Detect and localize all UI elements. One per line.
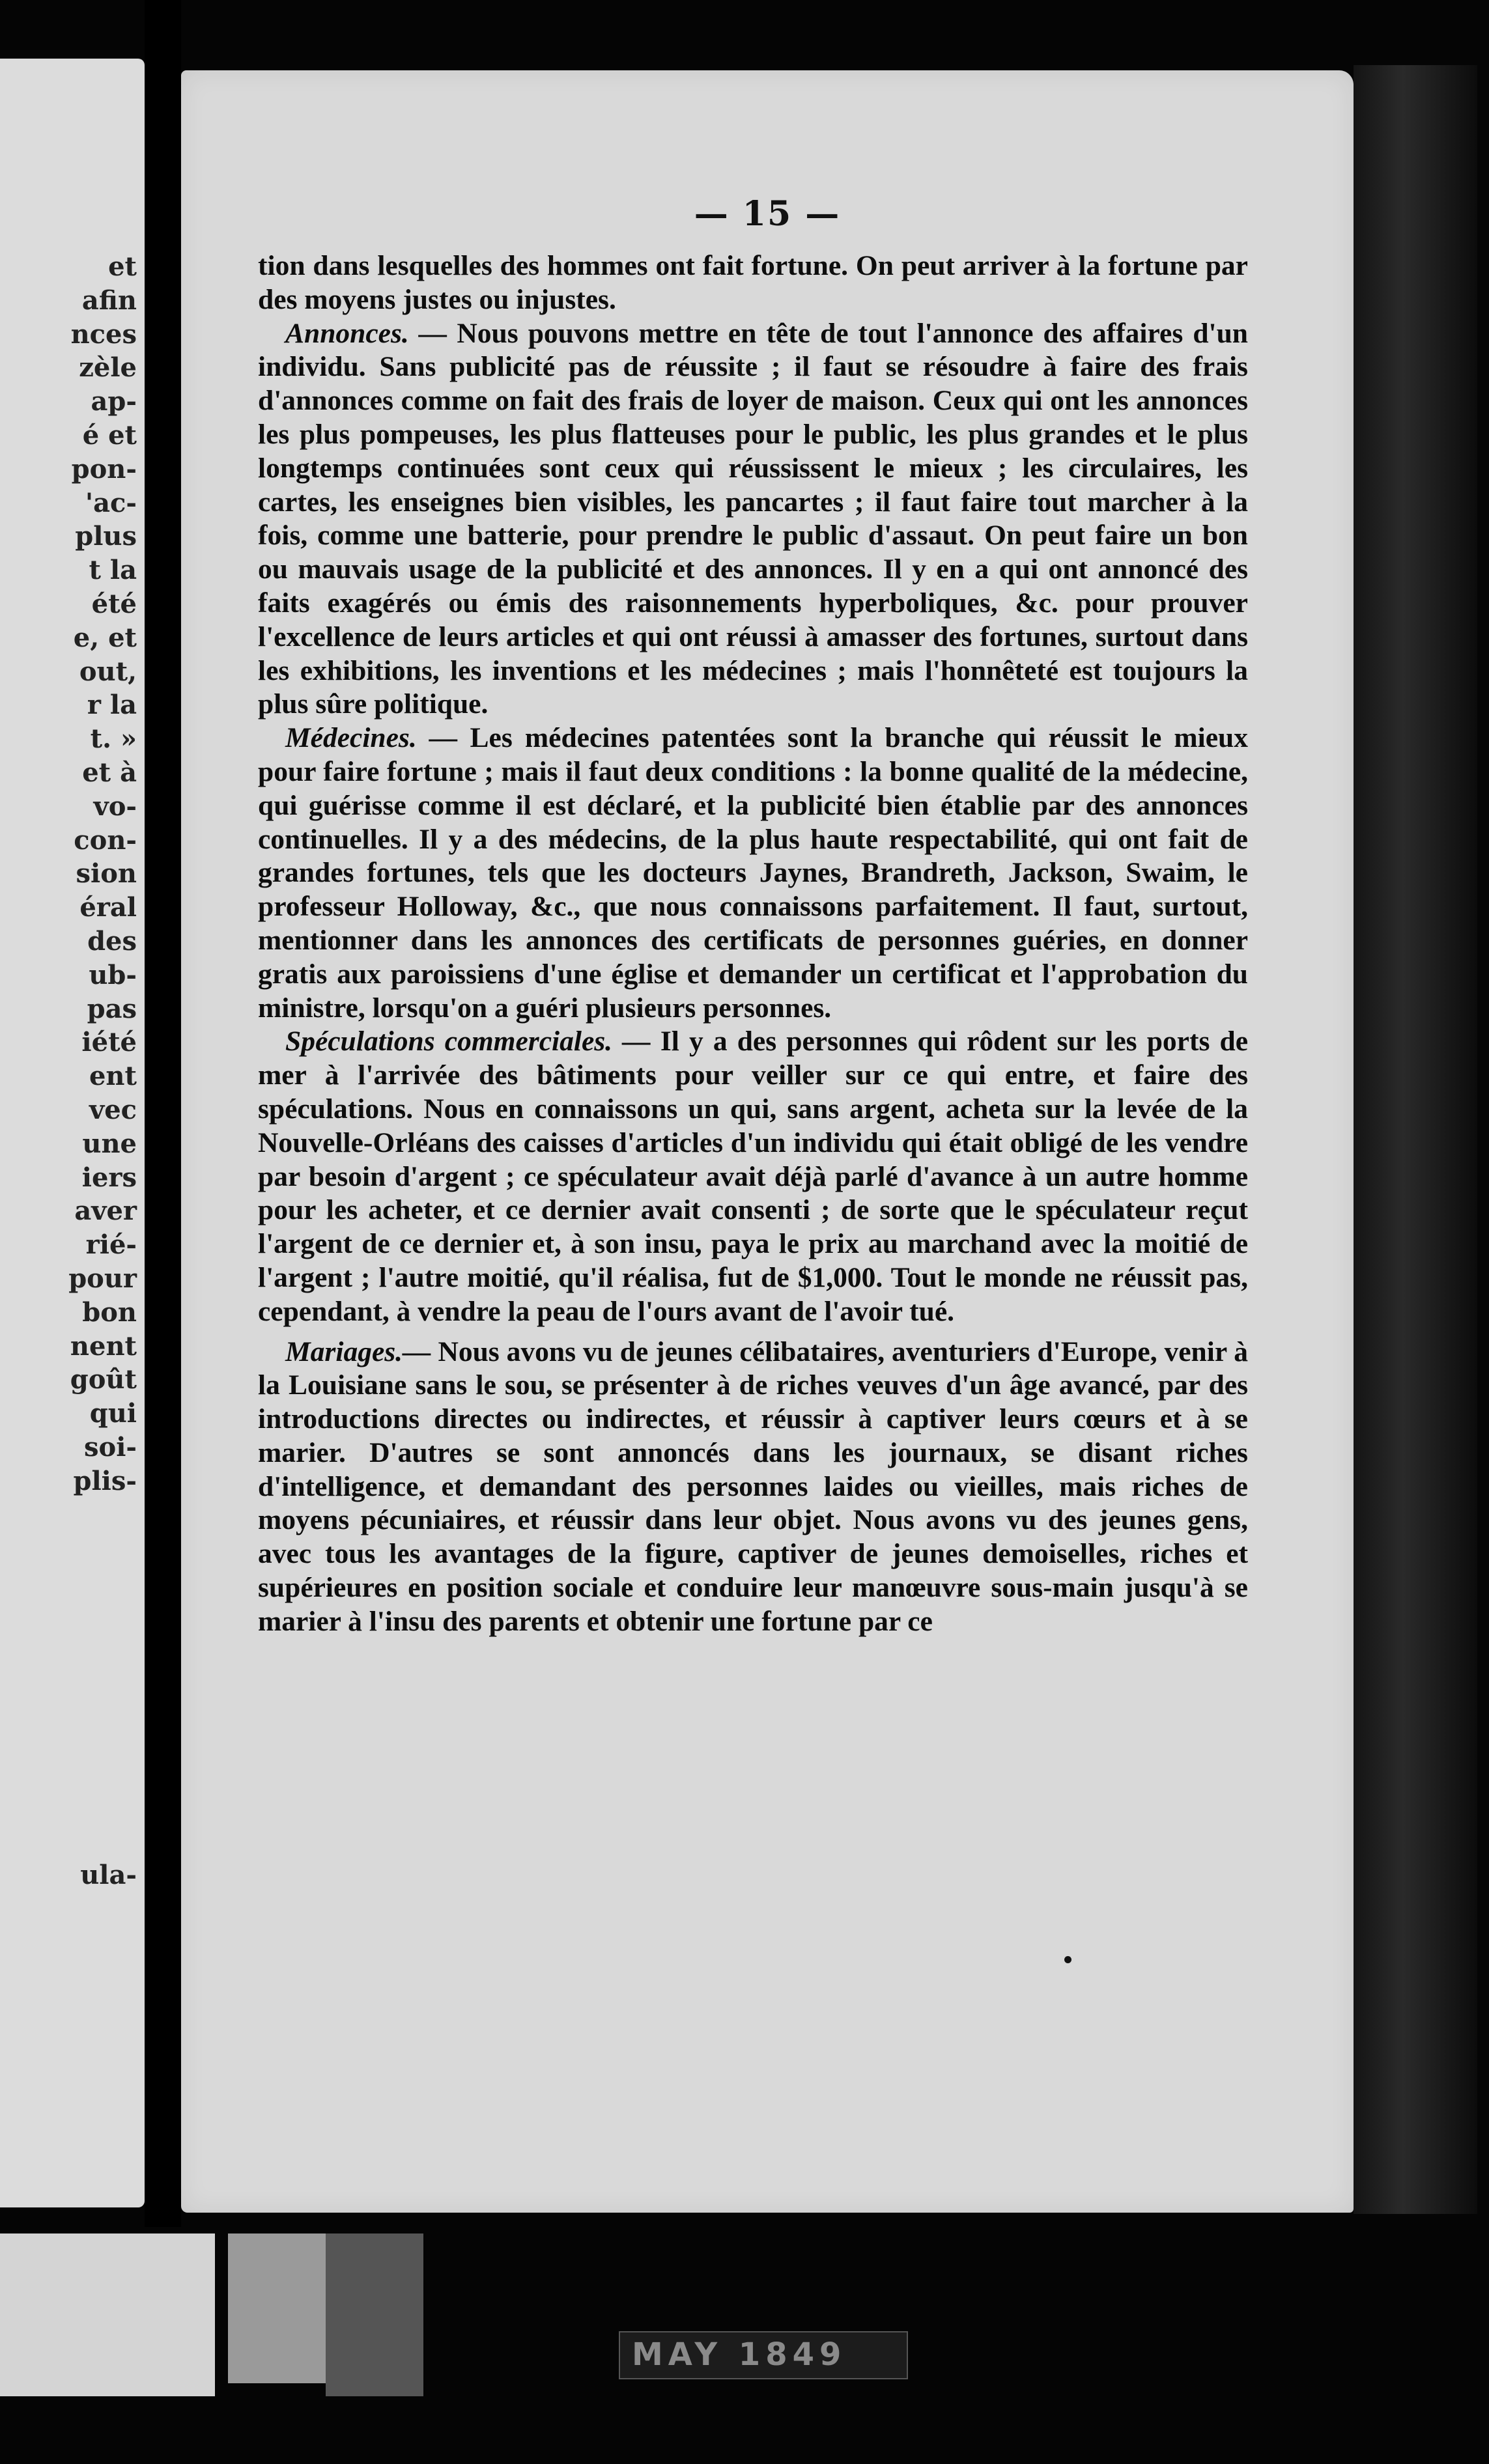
left-page-text-fragment: et à — [82, 757, 137, 788]
book-gutter — [145, 0, 181, 2464]
paragraph-text: tion dans lesquelles des hommes ont fait fortune. On peut arriver à la fortune par des moyens justes ou injustes. — [258, 250, 1248, 315]
paragraph-heading: Spéculations commerciales. — — [285, 1026, 651, 1057]
paragraph — [258, 1336, 1248, 1639]
paragraph — [258, 317, 1248, 722]
left-page-text-fragment: ent — [89, 1061, 137, 1092]
left-page-text-fragment: une — [82, 1128, 137, 1159]
ink-dot — [1064, 1956, 1071, 1963]
left-page-text-fragment: con- — [74, 824, 137, 856]
page-stack-edge — [1354, 65, 1477, 2214]
left-page-text-fragment: ub- — [89, 959, 137, 990]
left-page-text-fragment: out, — [79, 656, 137, 687]
left-page-text-fragment: ula- — [80, 1860, 137, 1890]
left-page-text-fragment: 'ac- — [85, 487, 137, 518]
left-page-text-fragment: plus — [75, 521, 137, 552]
paragraph-heading: Annonces. — — [285, 317, 447, 349]
left-page-text-fragment: vec — [89, 1095, 137, 1125]
left-page-text-fragment: aver — [74, 1196, 137, 1227]
adjacent-page-fragment — [0, 59, 145, 2207]
left-page-text-fragment: pas — [87, 993, 137, 1024]
paragraph-text: Les médecines patentées sont la branche qui réussit le mieux pour faire fortune ; mais il faut deux conditions : la bonne qualité de la médecine, qui guérisse comme il est déclaré, et la publicité bien établie par des annonces continuelles. Il y a des médecins, de la plus haute respectabilité, qui ont fait de grandes fortunes, tels que les docteurs Jaynes, Brandreth, Jackson, Swaim, le professeur Holloway, &c., que nous connaissons parfaitement. Il faut, surtout, mentionner dans les annonces des certificats de personnes guéries, en donner gratis aux paroissiens d'une église et demander un certificat et l'approbation du ministre, lorsqu'on a guéri plusieurs personnes. — [258, 722, 1248, 1024]
left-page-text-fragment: été — [91, 589, 137, 619]
left-page-text-fragment: afin — [81, 285, 137, 316]
scan-paper-scrap — [326, 2233, 423, 2396]
left-page-text-fragment: iété — [81, 1027, 137, 1058]
paragraph — [258, 721, 1248, 1025]
left-page-text-fragment: qui — [89, 1398, 137, 1429]
left-page-text-fragment: ap- — [91, 386, 137, 417]
left-page-text-fragment: t la — [89, 555, 137, 586]
book-page — [181, 70, 1354, 2213]
left-page-text-fragment: plis- — [73, 1465, 137, 1496]
left-page-text-fragment: goût — [70, 1364, 137, 1395]
paragraph-heading: Mariages.— — [285, 1336, 431, 1367]
left-page-text-fragment: iers — [81, 1162, 137, 1193]
page-body — [258, 249, 1248, 1639]
left-page-text-fragment: é et — [82, 420, 137, 451]
left-page-text-fragment: bon — [82, 1296, 137, 1328]
scan-paper-scrap — [0, 2233, 215, 2396]
left-page-text-fragment: e, et — [73, 622, 137, 653]
left-page-text-fragment: pour — [68, 1263, 137, 1294]
left-page-text-fragment: sion — [76, 858, 137, 889]
left-page-text-fragment: nent — [70, 1330, 137, 1362]
paragraph-text: Nous pouvons mettre en tête de tout l'annonce des affaires d'un individu. Sans publicité pas de réussite ; il faut se résoudre à faire des frais d'annonces comme on fait des frais de loyer de maison. Ceux qui ont les annonces les plus pompeuses, les plus flatteuses pour le public, les plus grandes et le plus longtemps continuées sont ceux qui réussissent le mieux ; les circulaires, les cartes, les enseignes bien visibles, les pancartes ; il faut faire tout marcher à la fois, comme une batterie, pour prendre le public d'assaut. On peut faire un bon ou mauvais usage de la publicité et des annonces. Il y en a qui ont annoncé des faits exagérés ou émis des raisonnements hyperboliques, &c. pour prouver l'excellence de leurs articles et qui ont réussi à amasser des fortunes, surtout dans les exhibitions, les inventions et les médecines ; mais l'honnêteté est toujours la plus sûre politique. — [258, 317, 1248, 720]
paragraph-heading: Médecines. — — [285, 722, 458, 754]
paragraph-text: Il y a des personnes qui rôdent sur les ports de mer à l'arrivée des bâtiments pour veiller sur ce qui entre, et faire des spéculations. Nous en connaissons un qui, sans argent, acheta sur la levée de la Nouvelle-Orléans des caisses d'articles d'un individu qui était obligé de les vendre par besoin d'argent ; ce spéculateur avait déjà parlé d'avance à un autre homme pour les acheter, et ce dernier avait consenti ; de sorte que le spéculateur reçut l'argent de ce dernier et, à son insu, paya le prix au marchand avec la moitié de l'argent ; l'autre moitié, qu'il réalisa, fut de $1,000. Tout le monde ne réussit pas, cependant, à vendre la peau de l'ours avant de l'avoir tué. — [258, 1026, 1249, 1327]
paragraph — [258, 1025, 1248, 1328]
left-page-text-fragment: des — [87, 926, 137, 957]
page-number: — 15 — — [694, 194, 841, 234]
date-stamp-text: MAY 1849 — [632, 2336, 847, 2373]
left-page-text-fragment: éral — [79, 892, 137, 923]
left-page-text-fragment: vo- — [93, 791, 137, 822]
left-page-text-fragment: et — [108, 251, 137, 282]
left-page-text-fragment: soi- — [84, 1432, 137, 1463]
scan-paper-scrap — [228, 2233, 326, 2383]
left-page-text-fragment: t. » — [90, 723, 137, 755]
left-page-text-fragment: rié- — [85, 1229, 137, 1261]
left-page-text-fragment: r la — [87, 690, 137, 721]
paragraph — [258, 249, 1248, 317]
left-page-text-fragment: zèle — [79, 352, 137, 384]
paragraph-text: Nous avons vu de jeunes célibataires, aventuriers d'Europe, venir à la Louisiane sans le sou, se présenter à de riches veuves d'un âge avancé, par des introductions directes ou indirectes, et réussir à captiver leurs cœurs et à se marier. D'autres se sont annoncés dans les journaux, se disant riches d'intelligence, et demandant des personnes laides ou vieilles, mais riches de moyens pécuniaires, et réussir dans leur objet. Nous avons vu des jeunes gens, avec tous les avantages de la figure, captiver de jeunes demoiselles, riches et supérieures en position sociale et conduire leur manœuvre sous-main jusqu'à se marier à l'insu des parents et obtenir une fortune par ce — [258, 1336, 1248, 1637]
left-page-text-fragment: pon- — [71, 453, 137, 484]
left-page-text-fragment: nces — [70, 318, 137, 350]
